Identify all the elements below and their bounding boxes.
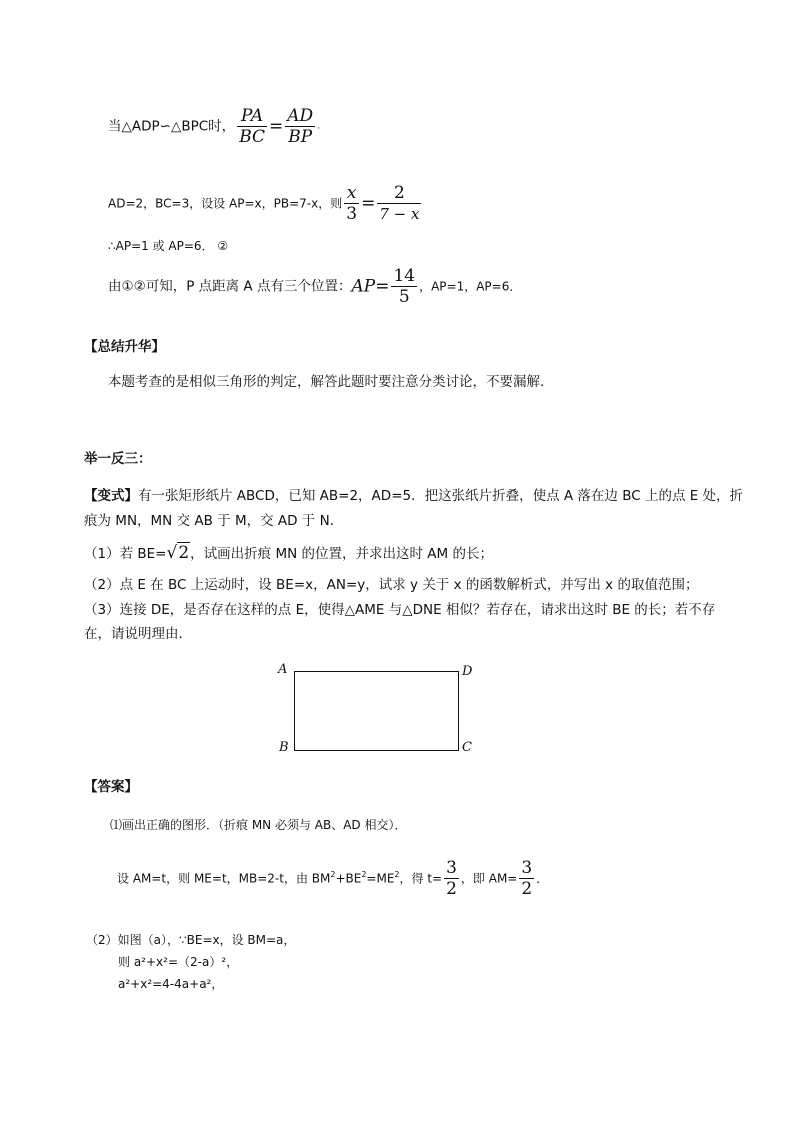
line-ap-result: ∴AP=1 或 AP=6． ② — [108, 239, 229, 253]
variant-line2: 痕为 MN，MN 交 AB 于 M，交 AD 于 N． — [84, 513, 344, 529]
line2-prefix: AD=2，BC=3，设设 AP=x，PB=7-x，则 — [108, 196, 343, 211]
answer-part2-eq1: 则 a²+x²=（2-a）²， — [118, 955, 239, 969]
summary-text: 本题考查的是相似三角形的判定，解答此题时要注意分类讨论，不要漏解． — [108, 374, 554, 390]
fraction-2-7minusx: $\frac{2}{7 - x}$ — [379, 183, 420, 223]
variant-line1: 【变式】有一张矩形纸片 ABCD，已知 AB=2，AD=5．把这张纸片折叠，使点 A 落在边 BC 上的点 E 处，折 — [84, 488, 744, 504]
fraction-ad-bp: $\frac{AD}{BP}$ — [287, 106, 314, 147]
vertex-a-label: A — [278, 662, 288, 677]
variant-label: 【变式】 — [84, 488, 138, 504]
answer-part2-eq2: a²+x²=4-4a+a²， — [118, 977, 224, 991]
rectangle-figure — [294, 671, 459, 751]
sqrt-2: √2 — [166, 543, 190, 563]
vertex-d-label: D — [462, 664, 473, 679]
line-three-positions: 由①②可知，P 点距离 A 点有三个位置：AP= $\frac{14}{5}$ ，AP=1，AP=6． — [108, 266, 522, 307]
fraction-pa-bc: $\frac{PA}{BC}$ — [239, 106, 266, 147]
vertex-c-label: C — [462, 740, 472, 755]
line4-prefix: 由①②可知，P 点距离 A 点有三个位置： — [108, 278, 352, 295]
fraction-3-2-t: $\frac{3}{2}$ — [446, 858, 457, 899]
answer-heading: 【答案】 — [84, 779, 138, 795]
fraction-14-5: $\frac{14}{5}$ — [393, 266, 416, 307]
answer-part2: （2）如图（a），∵BE=x，设 BM=a， — [86, 933, 296, 947]
line-similar-condition: 当△ADP∽△BPC时， $\frac{PA}{BC}$ = $\frac{AD}{BP}$ . — [108, 106, 321, 147]
question-3-line2: 在，请说明理由． — [84, 626, 192, 642]
line1-prefix: 当△ADP∽△BPC时， — [108, 118, 236, 135]
answer-part1: ⑴画出正确的图形．（折痕 MN 必须与 AB、AD 相交）． — [110, 818, 407, 832]
question-3-line1: （3）连接 DE，是否存在这样的点 E，使得△AME 与△DNE 相似？若存在，请求出这时 BE 的长；若不存 — [84, 602, 716, 618]
fraction-x-3: $\frac{x}{3}$ — [346, 183, 358, 224]
question-2: （2）点 E 在 BC 上运动时，设 BE=x，AN=y，试求 y 关于 x 的函数解析式，并写出 x 的取值范围； — [84, 577, 699, 593]
line-set-ap: AD=2，BC=3，设设 AP=x，PB=7-x，则 $\frac{x}{3}$ = $\frac{2}{7 - x}$ — [108, 183, 420, 224]
fraction-3-2-am: $\frac{3}{2}$ — [521, 858, 533, 899]
vertex-b-label: B — [279, 740, 289, 755]
example-heading: 举一反三： — [84, 451, 152, 467]
question-1: （1）若 BE=√2，试画出折痕 MN 的位置，并求出这时 AM 的长； — [84, 543, 493, 563]
summary-heading: 【总结升华】 — [84, 339, 165, 355]
answer-part1-calc: 设 AM=t，则 ME=t，MB=2-t，由 $BM^2+BE^2=ME^2$，得 t= $\frac{3}{2}$ ，即 AM= $\frac{3}{2}$ ． — [117, 858, 549, 899]
